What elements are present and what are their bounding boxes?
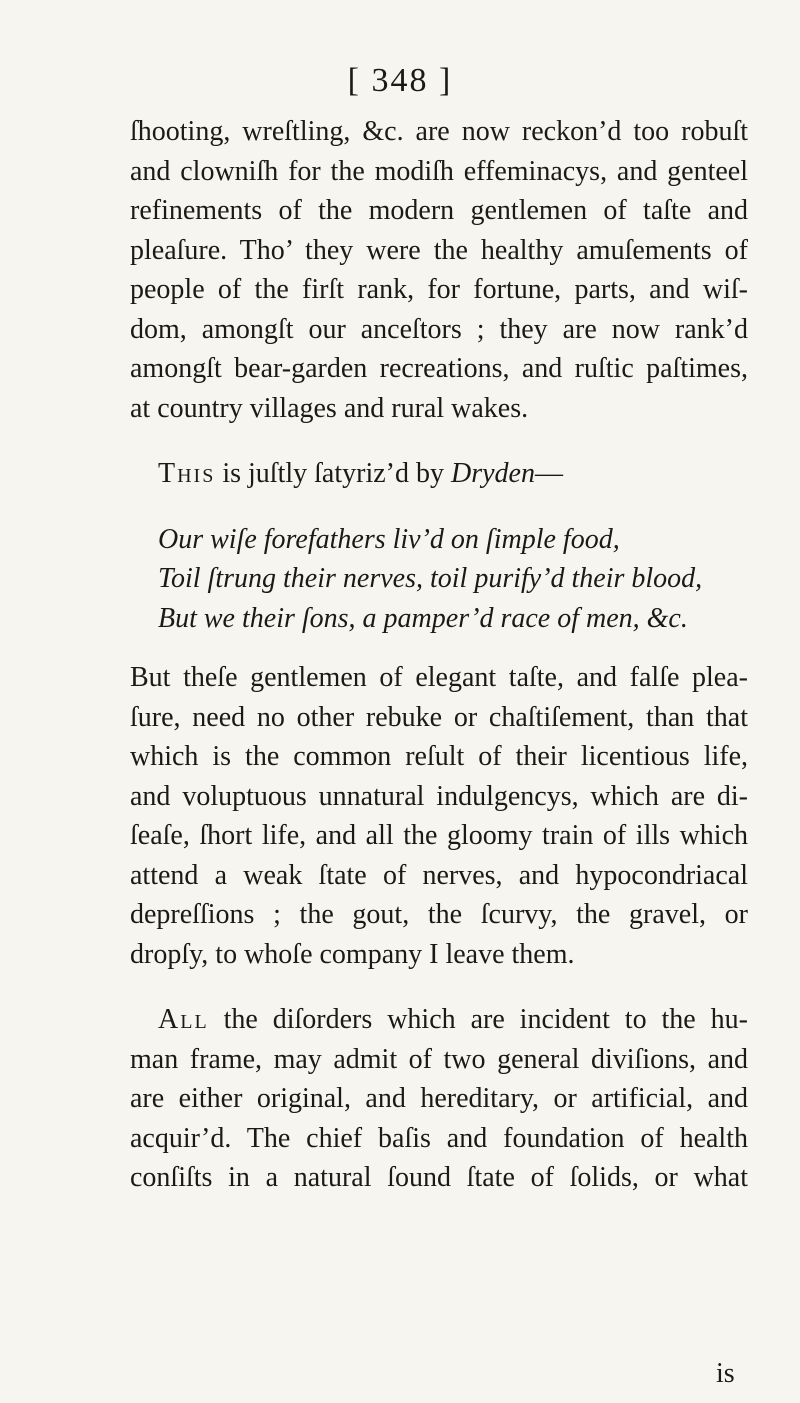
verse-line: But we their ſons, a pamper’d race of men, &c.	[158, 602, 688, 634]
small-caps-lead: All	[158, 1004, 209, 1035]
catchword: is	[716, 1358, 735, 1389]
small-caps-lead: This	[158, 458, 216, 489]
paragraph-4	[130, 1000, 748, 1198]
text-line: refinements of the modern gentlemen of taſte and	[130, 195, 748, 226]
verse-line: Our wiſe forefathers liv’d on ſimple food,	[158, 523, 620, 555]
text-line: conſiſts in a natural ſound ſtate of ſolids, or what	[130, 1162, 748, 1193]
text-line: attend a weak ſtate of nerves, and hypocondriacal	[130, 859, 748, 891]
text-line: and clowniſh for the modiſh effeminacys, and genteel	[130, 155, 748, 187]
author-name: Dryden	[450, 458, 535, 489]
text-line: amongſt bear-garden recreations, and ruſtic paſtimes,	[130, 353, 748, 384]
paragraph-text: the diſorders which are incident to the hu-	[208, 1004, 748, 1035]
page-number-header: [ 348 ]	[347, 62, 453, 99]
paragraph-text: is juſtly ſatyriz’d by	[215, 458, 451, 489]
verse-quotation	[130, 520, 748, 639]
text-line: which is the common reſult of their licentious life,	[130, 741, 748, 772]
paragraph-1	[130, 112, 748, 428]
text-line	[130, 1000, 748, 1040]
text-line: But theſe gentlemen of elegant taſte, and falſe plea-	[130, 662, 748, 693]
text-line: at country villages and rural wakes.	[130, 392, 529, 424]
text-line: man frame, may admit of two general diviſions, and	[130, 1043, 748, 1075]
text-line: ſhooting, wreſtling, &c. are now reckon’d too robuſt	[130, 116, 748, 147]
text-line: are either original, and hereditary, or artificial, and	[130, 1083, 748, 1114]
text-line: dom, amongſt our anceſtors ; they are now rank’d	[130, 313, 748, 345]
text-line: dropſy, to whoſe company I leave them.	[130, 938, 575, 970]
text-line: and voluptuous unnatural indulgencys, which are di-	[130, 780, 748, 812]
text-line: ſeaſe, ſhort life, and all the gloomy train of ills which	[130, 820, 748, 851]
page-body	[130, 112, 748, 1198]
text-line: people of the firſt rank, for fortune, parts, and wiſ-	[130, 274, 748, 305]
text-line: depreſſions ; the gout, the ſcurvy, the gravel, or	[130, 899, 748, 930]
paragraph-3	[130, 658, 748, 974]
text-line: pleaſure. Tho’ they were the healthy amuſements of	[130, 234, 748, 266]
em-dash: —	[534, 458, 563, 489]
text-line: acquir’d. The chief baſis and foundation of health	[130, 1122, 748, 1154]
verse-line: Toil ſtrung their nerves, toil purify’d their blood,	[158, 563, 703, 594]
text-line: ſure, need no other rebuke or chaſtiſement, than that	[130, 701, 748, 733]
paragraph-2	[130, 454, 748, 494]
